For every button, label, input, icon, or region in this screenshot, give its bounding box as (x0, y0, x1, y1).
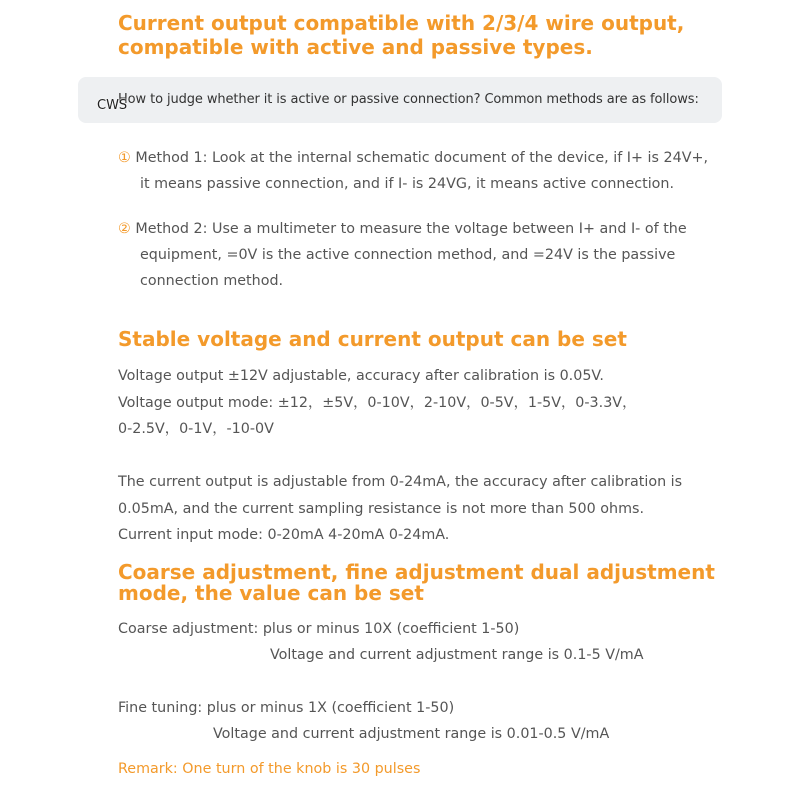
method-1-line1 (118, 145, 708, 171)
fine-range-line: Voltage and current adjustment range is 0.01-0.5 V/mA (213, 726, 610, 742)
remark-text: Remark: One turn of the knob is 30 pulses (118, 761, 421, 777)
watermark-label: CWS (97, 98, 128, 113)
voltage-mode-line2: 0-2.5V，0-1V，-10-0V (118, 421, 274, 437)
method-1-marker: ① (118, 150, 131, 166)
voltage-output-line: Voltage output ±12V adjustable, accuracy after calibration is 0.05V. (118, 368, 604, 384)
method-2-line3: connection method. (140, 273, 284, 289)
current-output-line2: 0.05mA, and the current sampling resistance is not more than 500 ohms. (118, 501, 644, 517)
voltage-mode-line: Voltage output mode: ±12，±5V，0-10V，2-10V，0-5V，1-5V，0-3.3V， (118, 395, 637, 411)
method-2-marker: ② (118, 221, 131, 237)
section-heading-wire-output: Current output compatible with 2/3/4 wire output, (118, 11, 685, 35)
method-1-text: Method 1: Look at the internal schematic document of the device, if I+ is 24V+, (135, 150, 708, 166)
method-2-text: Method 2: Use a multimeter to measure the voltage between I+ and I- of the (135, 221, 687, 237)
section-heading-wire-output-line2: compatible with active and passive types. (118, 35, 593, 59)
method-1-line2: it means passive connection, and if I- is 24VG, it means active connection. (140, 176, 675, 192)
coarse-adjustment-line: Coarse adjustment: plus or minus 10X (coefficient 1-50) (118, 621, 520, 637)
method-2-line2: equipment, =0V is the active connection method, and =24V is the passive (140, 247, 676, 263)
coarse-range-line: Voltage and current adjustment range is 0.1-5 V/mA (270, 647, 644, 663)
current-input-line: Current input mode: 0-20mA 4-20mA 0-24mA. (118, 527, 450, 543)
fine-tuning-line: Fine tuning: plus or minus 1X (coefficient 1-50) (118, 700, 455, 716)
section-heading-adjustment-line2: mode, the value can be set (118, 581, 424, 605)
note-text: How to judge whether it is active or passive connection? Common methods are as follows: (118, 92, 699, 107)
section-heading-adjustment: Coarse adjustment, fine adjustment dual adjustment (118, 560, 715, 584)
method-2-line1 (118, 216, 687, 242)
section-heading-stable-output: Stable voltage and current output can be set (118, 327, 627, 351)
current-output-line: The current output is adjustable from 0-24mA, the accuracy after calibration is (118, 474, 683, 490)
